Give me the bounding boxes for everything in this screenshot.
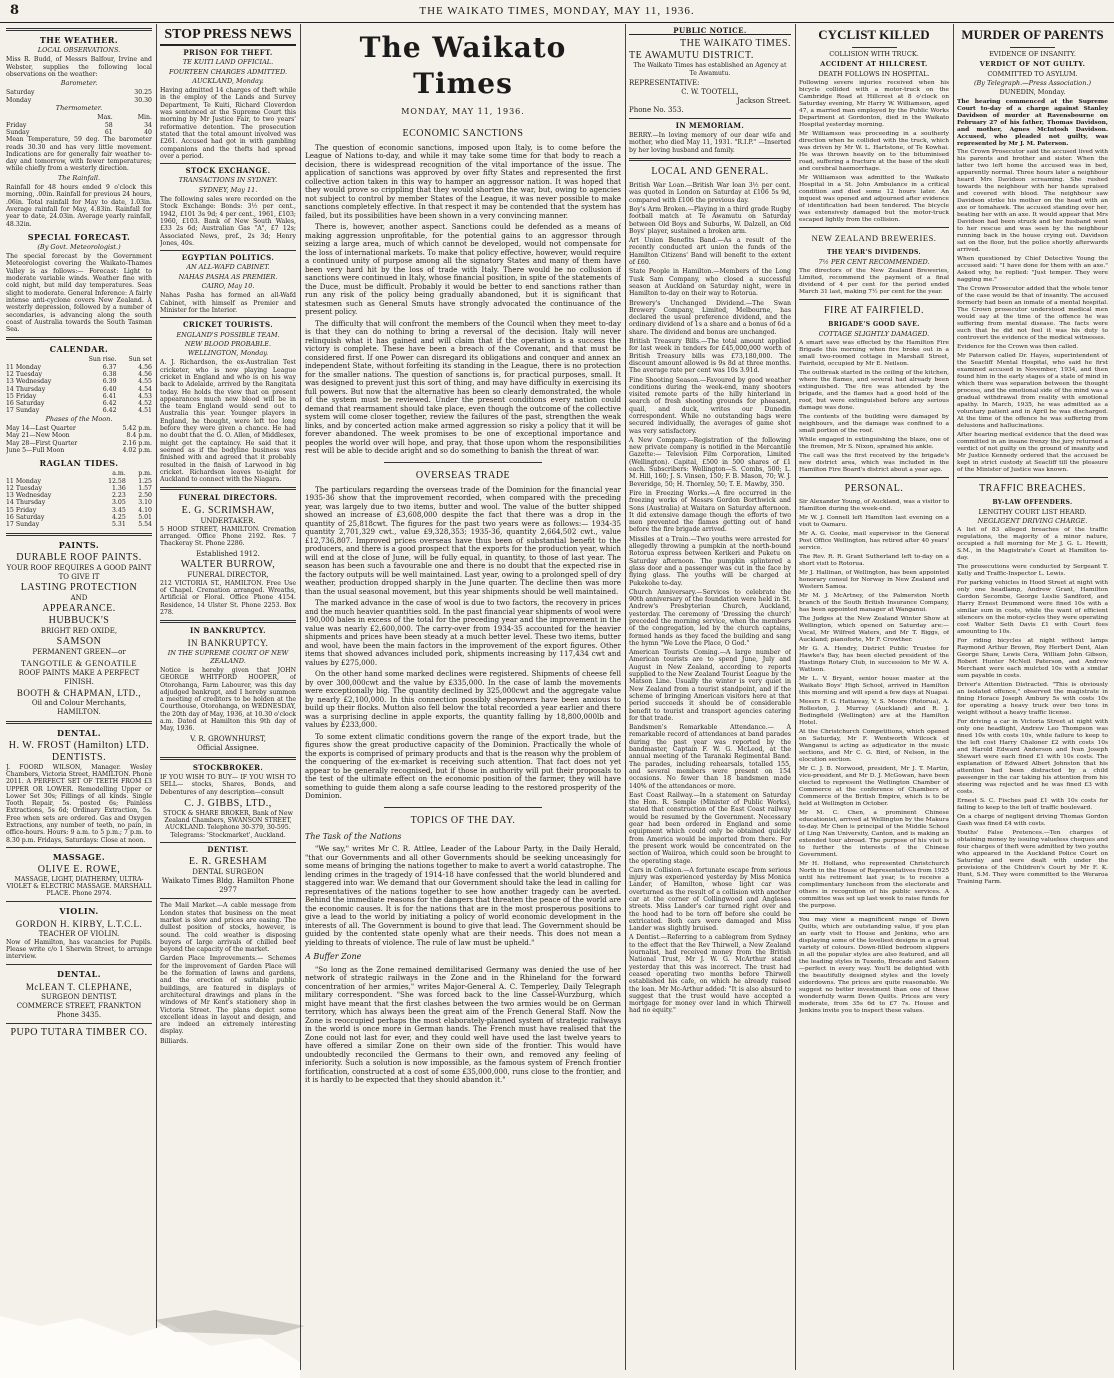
column-murder-final: MURDER OF PARENTS EVIDENCE OF INSANITY. VERDICT OF NOT GUILTY. COMMITTED TO ASYLUM. (By Telegraph.—Press Association.) DUNEDIN, Monday. The hearing commenced at the Supreme Court to-day of a charge against Stanley Davidson of murder at Ravensbourne on February 27 of his father, Thomas Davidson, and mother, Agnes McIntosh Davidson. Accused, who pleaded not guilty, was represented by Mr J. M. Paterson. The Crown Prosecutor said the accused lived with his parents and brother and sister. When the latter two left home the accused was in bed, apparently normal. Three hours later a neighbour heard Mrs Davidson screaming. She rushed towards the neighbour with her hands upraised and covered with blood. The neighbour saw Davidson strike his mother on the head with an axe or tomahawk. The accused standing over her, beating her with an axe. It would appear that Mrs Davidson had been struck and her husband went to her rescue and was seen by the neighbour running back in the house crying out. Davidson sat on the floor, but the police shortly afterwards arrived. When questioned by Chief Detective Young the accused said: "I have done for them with an axe." Asked why, he replied: "Just temper. They were nagging me." The Crown Prosecutor added that the whole tenor of the case would be that of insanity. The accused formerly had been an inmate of a mental hospital. The Crown prosecutor understood medical men would say at the time of the offence he was suffering from mental disease. The facts were such that he did not feel it was his duty to controvert the evidence of the medical witnesses. Evidence for the Crown was then called. Mr Paterson called Dr. Hayes, superintendent of the Seacliff Mental Hospital, who said he first examined accused in November, 1934, and then found him in the early stages of a state of mind in which there was separation between the thought process, and the emotional side of the mind was a gradual withdrawal from reality with emotional apathy. In March, 1935, he was admitted as a voluntary patient and in April he was discharged. At the time of the offence he was suffering from delusions and hallucinations. After hearing medical evidence that the deed was committed in an insane frenzy the jury returned a verdict of not guilty on the ground of insanity and Mr Justice Kennedy ordered that the accused be kept in strict custody at Seacliff till the pleasure of the Minister of Justice was known. TRAFFIC BREACHES. BY-LAW OFFENDERS. LENGTHY COURT LIST HEARD. NEGLIGENT DRIVING CHARGE. A list of 83 alleged breaches of the traffic regulations, the majority of a minor nature, occupied a full morning for Mr J. G. L. Hewitt, S.M., in the Magistrate's Court at Hamilton to-day. The prosecutions were conducted by Sergeant T. Kelly and Traffic-Inspector L. Lewis. For parking vehicles in Hood Street at night with only one headlamp, Andrew Grant, Hamilton Gordon Secombe, George Leslie Sandford, and Harry Ernest Drummond were fined 10s with a similar sum in costs, while the want of efficient silencers on the motor-cycles they were operating cost Walter Seth Davis £1 with Court fees amounting to 10s. For riding bicycles at night without lamps Raymond Arthur Brown, Roy Herbert Dent, Alan George Shaw, Lewis Cera, William John Gibson, Robert Hunter McNeil Paterson, and Andrew Merchant were each mulcted 10s with a similar sum payable in costs. Driver's Attention Distracted. "This is obviously an isolated offence," observed the magistrate in fining Horace Joseph Ambury 5s with costs 10s for operating a heavy truck over two tons in weight without a heavy traffic license. For driving a car in Victoria Street at night with only one headlight, Andrew Leo Thompson was fined 10s with costs 10s, while failure to keep to the left cost Harry Chaloner £2 with costs 10s and Harold Edward Anderson and Ivan Joseph Stewart were each fined £1 with 10s costs. The explanation of Edward Albert Johnston that his attention had been distracted by a child passenger in the car taking his attention from his steering was rejected and he was fined £3 with costs. Ernest S. C. Fisches paid £1 with 10s costs for failing to keep to the left of traffic boulevard. On a charge of negligent driving Thomas Gordon Gash was fined £4 with costs. Youths' False Pretences.—Ten charges of obtaining money by issuing valueless cheques and four charges of theft were admitted by two youths who appeared in the Auckland Police Court on Saturday and were dealt with under the provisions of the Children's Court by Mr F. K. Hunt, S.M. They were committed to the Weraroa Training Farm. — [957, 27, 1108, 885]
dental2-heading: DENTAL. — [57, 968, 101, 979]
kirby-text: Now of Hamilton, has vacancies for Pupils. Please write c/o 1 Sherwin Street, to arrange interview. — [6, 938, 152, 961]
murder-heading: MURDER OF PARENTS — [961, 27, 1104, 42]
dental-heading: DENTAL. — [57, 727, 101, 738]
forecast-text: The special forecast by the Government Meteorologist covering the Waikato-Thames Valley is as follows:— Forecast: Light to moderate variable winds. Weather fine with cold night, but mild day temperatures. Seas slight to moderate. General Inference: A fairly intense anti-cyclone covers New Zealand. A westerly depression, followed by a number of secondaries, is advancing along the south coast of Australia towards the South Tasman Sea. — [6, 253, 152, 334]
column-local-general: PUBLIC NOTICE. THE WAIKATO TIMES. TE AWAMUTU DISTRICT. The Waikato Times has established an Agency at Te Awamutu. REPRESENTATIVE: C. W. TOOTELL, Jackson Street. Phone No. 353. IN MEMORIAM. BERRY.—In loving memory of our dear wife and mother, who died May 11, 1931. "R.I.P." —Inserted by her loving husband and family. LOCAL AND GENERAL. British War Loan.—British War loan 3½ per cent. was quoted in London on Saturday at £106 5s 9d, compared with £106 the previous day. Boy's Arm Broken.—Playing in a third grade Rugby football match at Te Awamutu on Saturday between Old Boys and Suburbs, W. Dalzell, an Old Boys' player, sustained a broken arm. Art Union Benefits Band.—As a result of the recently conducted art union the funds of the Hamilton Citizens' Band will benefit to the extent of £60. State People in Hamilton.—Members of the Long Tusk Sam Company, who closed a successful season at Auckland on Saturday night, were in Hamilton to-day on their way to Rotorua. Brewery's Unchanged Dividend.—The Swan Brewery Company, Limited, Melbourne, has declared the usual preference dividend, and the ordinary dividend of 1s a share and a bonus of 6d a share. The dividend and bonus are unchanged. British Treasury Bills.—The total amount applied for last week in tenders for £45,000,000 worth of British Treasury bills was £73,180,000. The discount amount allowed is 9s 8d at three months. The average rate per cent was 10s 3.91d. Fine Shooting Season.—Favoured by good weather conditions during the week-end, many shooters visited remote parts of the hilly hinterland in search of fresh shooting grounds for pheasant, quail, and duck, writes our Dunedin correspondent. While no outstanding bags were secured individually, the averages of game shot was very satisfactory. A New Company.—Registration of the following new private company is notified in the Mercantile Gazette:— Television Film Corporation, Limited (Wellington). Capital, £500 in 500 shares of £1 each. Subscribers: Wellington—S. Combs, 500; L. M. Hill, 160; J. S. Vinsen, 150; F. B. Mason, 70; W. J. Beveridge, 50; H. Thornley, 50; T. E. Mawby, 350. Fire in Freezing Works.—A fire occurred in the freezing works of Messrs Gordon Borthwick and Sons (Australia) at Waitara on Saturday afternoon. It did extensive damage though the efforts of two men prevented the flames getting out of hand before the fire brigade arrived. Missiles at a Train.—Two youths were arrested for allegedly throwing a pumpkin at the north-bound Rotorua express between Kerikeri and Puketu on Saturday afternoon. The pumpkin splintered a glass door and a passenger was cut in the face by flying glass. The youths will be charged at Pukekohe to-day. Church Anniversary.—Services to celebrate the 90th anniversary of the foundation were held in St. Andrew's Presbyterian Church, Auckland, yesterday. The ceremony of 'Dressing the church' preceded the morning service, when the members of the congregation, led by the church captains, formed hands as they faced the building and sang the hymn "We Love the Place, O God." American Tourists Coming.—A large number of American tourists are to spend June, July and August in New Zealand, according to reports supplied to the New Zealand Tourist League by the Matson Line. Usually the winter is very quiet in New Zealand from a tourist standpoint, and if the scheme of bringing American visitors here at that period succeeds it should be of considerable benefit to tourist and transport agencies catering for that trade. Bandsmen's Remarkable Attendance.— A remarkable record of attendances at band parades during the past year was reported by the bandmaster, Captain F. W. G. McLeod, at the annual meeting of the Taranaki Regimental Band. The parades, including rehearsals, totalled 155, and several members were present on 154 occasions. No fewer than 18 bandsmen made 140% of the attendances or more. East Coast Railway.—In a statement on Saturday the Hon. R. Semple (Minister of Public Works), stated that construction of the East Coast railway would be resumed by the Government. Necessary gear had been ordered in England and some equipment which could only be obtained quickly from America would be imported from there. For the present work would be concentrated on the section of Waiiroa, which could soon be brought to the operating stage. Cars in Collision.—A fortunate escape from serious injury was experienced yesterday by Miss Monica Lander, of Hamilton, whose light car was overturned as the result of a collision with another car at the corner of Collingwood and Anglesea streets. Miss Lander's car turned right over and the hood had to be torn off before she could be extricated. Both cars were damaged and Miss Lander was slightly bruised. A Dentist.—Referring to a cablegram from Sydney to the effect that the Rev Thirwell, a New Zealand journalist, had received money from the British National Trust, Mr J. W. G. McArthur stated yesterday that this was incorrect. The trust had ceased operating two months before Thirwell established his cafe, on which he already raised the loan. Mr Mc-Arthur added: "It is also absurd to suggest that the trust would have accepted a mortgage for money over land in which Thirwell had no equity." — [629, 26, 791, 1015]
editorial-date: MONDAY, MAY 11, 1936. — [401, 107, 525, 116]
column-weather — [6, 24, 152, 1370]
bankruptcy-heading: IN BANKRUPTCY. — [189, 626, 267, 636]
public-notice-heading: PUBLIC NOTICE. — [629, 27, 791, 35]
mclean-title: SURGEON DENTIST. — [41, 992, 117, 1001]
breweries-heading: NEW ZEALAND BREWERIES. — [811, 233, 937, 243]
economic-heading: ECONOMIC SANCTIONS — [402, 127, 524, 139]
overseas-heading: OVERSEAS TRADE — [415, 469, 511, 481]
newspaper-title: The Waikato Times — [359, 31, 567, 100]
column-news: CYCLIST KILLED COLLISION WITH TRUCK. ACCIDENT AT HILLCREST. DEATH FOLLOWS IN HOSPITAL. Following severe injuries received when his bicycle collided with a motor-truck on the Cambridge Road at Hillcrest at 8 o'clock on Saturday evening, Mr Harry W. Williamson, aged 47, a married man employed by the Public Works Department at Gordonton, died in the Waikato Hospital yesterday morning. Mr Williamson was proceeding in a southerly direction when he collided with the truck, which was driven by Mr W. L. Hartstone, of Te Kowhai. He was thrown heavily on to the bituminised road, suffering a fracture at the base of the skull and cerebral haemorrhage. Mr Williamson was admitted to the Waikato Hospital in a St. John Ambulance in a critical condition and died some 12 hours later. An inquest was opened and adjourned after evidence of identification had been tendered. The bicycle was extensively damaged but the motor-truck escaped lightly from the collision. NEW ZEALAND BREWERIES. THE YEAR'S DIVIDENDS. 7½ PER CENT RECOMMENDED. The directors of the New Zealand Breweries, Limited, recommend the payment of a final dividend of 4 per cent for the period ended March 31 last, making 7½ per cent for the year. FIRE AT FAIRFIELD. BRIGADE'S GOOD SAVE. COTTAGE SLIGHTLY DAMAGED. A smart save was effected by the Hamilton Fire Brigade this morning when fire broke out in a small two-roomed cottage in Marshall Street, Fairfield, occupied by Mr E. Neilson. The outbreak started in the ceiling of the kitchen, where the flames, and several had already been extinguished. The fire was attended by the brigade, and the flames had a good hold of the roof, but were extinguished before any serious damage was done. The contents of the building were damaged by neighbours, and the damage was confined to a small portion of the roof. While engaged in extinguishing the blaze, one of the firemen, Mr S. Nixon, sprained his ankle. The call was the first received by the brigade's new district area, which was included in the Hamilton Fire Board's district about a year ago. PERSONAL. Sir Alexander Young, of Auckland, was a visitor to Hamilton during the week-end. Mr W. J. Connell left Hamilton last evening on a visit to Oamaru. Mr A. G. Cooke, mail supervisor in the General Post Office Wellington, has retired after 40 years' service. The Rev. R. R. Grant Sutherland left to-day on a short visit to Rotorua. Mr J. Hallinan, of Wellington, has been appointed honorary consul for Norway in New Zealand and Western Samoa. Mr M. J. McArtney, of the Palmerston North branch of the South British Insurance Company, has been appointed manager at Wanganui. The Judges at the New Zealand Winter Show at Wellington, which opened on Saturday are:—Vocal, Mr Wilfred Waters, and Mr T. Biggs, of Auckland; pianoforte, Mr F. Crowther. Mr G. A. Hendry, District Public Trustee for Hawke's Bay, has been elected president of the Hastings Rotary Club, in succession to Mr W. A. Wattson. Mr L. V. Bryant, senior house master at the Waikato Boys' High School, arrived in Hamilton this morning and will spend a few days at Nuapai. Messrs F. G. Hattaway, V. S. Moore (Rotorua), A. Rolleston, J. Murray (Auckland) and R. J. Bedingfield (Wellington) are at the Hamilton Hotel. At the Christchurch Competitions, which opened on Saturday, Mr F. Wentworth Wilcock of Wanganui is acting as adjudicator in the music sections, and Mr C. G. Bird, of Nelson, in the elocution section. Mr C. J. B. Norwood, president, Mr J. T. Martin, vice-president, and Mr D. J. McGowan, have been elected to represent the Wellington Chamber of Commerce at the conference of Chambers of Commerce of the British Empire, which is to be held at Wellington in October. Mr M. C. Chen, a prominent Chinese educationist, arrived at Wellington by the Makura to-day. Mr Chen is principal of the Middle School of Ling Nan University, Canton, and is making an extended tour abroad. The purpose of his visit is to further the interests of the Chinese Government. Mr H. Holland, who represented Christchurch North in the House of Representatives from 1925 until his retirement last year, is to receive a complimentary luncheon from the electorate and others in recognition of his public services. A committee was set up last week to raise funds for the purpose. You may view a magnificent range of Down Quilts, which are outstanding value, if you plan an early visit to House and Jenkins, who are displaying some of the loveliest designs in a great variety of colours. Down-filled bedroom slippers in all the popular styles are also featured, and all the leading styles in Tuxedo, Brocade and Sateen—perfect in every way. You'll be delighted with the beautifully designed styles and the lovely eiderdowns. The prices are quite reasonable. We suggest no better investment than one of these wonderfully warm Down Quilts. Prices are very moderate, from 35s 6d to £7 7s. House and Jenkins invite you to inspect these values. — [799, 27, 949, 1014]
prison-heading: PRISON FOR THEFT. — [183, 48, 273, 57]
barometer-heading: Barometer. — [60, 79, 98, 88]
stockbroker-heading: STOCKBROKER. — [192, 762, 264, 772]
column-rule — [625, 24, 626, 1370]
mclean-address: COMMERCE STREET, FRANKTON — [16, 1001, 142, 1010]
massage-heading: MASSAGE. — [52, 851, 106, 862]
dentist-heading: DENTIST. — [207, 845, 249, 855]
mail-market-text: The Mail Market.—A cable message from London states that business on the meat market is slow and prices are easing. The dullest position of stocks, however, is sound. The cold weather is disposing buyers of large arrivals of chilled beef beyond the capacity of the market. — [160, 902, 296, 954]
billiards-text: Billiards. — [160, 1037, 189, 1045]
moon-heading: Phases of the Moon. — [45, 414, 113, 423]
egypt-text: Nahas Pasha has formed an all-Wafd Cabinet, with himself as Premier and Minister for the Interior. — [160, 292, 296, 314]
mclean-phone: Phone 3435. — [56, 1010, 102, 1019]
column-editorial: The Waikato Times MONDAY, MAY 11, 1936. ECONOMIC SANCTIONS The question of economic sanctions, imposed upon Italy, is to come before the League of Nations to-day, and while it may take some time for that body to reach a decision, there is widespread recognition of the vital importance of the issue. The application of sanctions was approved by over fifty States and represented the first collective action taken in this way to hamper an aggressor nation. It was hoped that they would prove so crippling that they would shorten the war, but, owing to agencies not subject to control by member States of the League, it was never possible to make sanctions completely effective. In that respect it may be contended that the system has failed, but its possibilities have been shown in a very convincing manner. There is, however, another aspect. Sanctions could be defended as a means of making aggression unprofitable, for the potential gains to an aggressor through seizing a large area, much of which cannot be developed, would not compensate for the loss of international markets. To make that policy effective, however, would require a continued unity of purpose among all the signatory States and many of them have been very hard hit by the loss of trade with Italy. There would be no collusion if sanctions were continued in Italy, whose financial position, in spite of the statements of the Duce, must be difficult. Probably it would be better to end sanctions rather than run any risk of the policy being gradually abandoned, but it is significant that statesmen such as General Smuts have strongly advocated the continuance of the present policy. The difficulty that will confront the members of the Council when they meet to-day is that they can do nothing to bring a reversal of the decision. Italy will never relinquish what it has gained and will claim that if the operation is a success the victory is complete. These have been a breach of the Covenant, and that must be considered first. If one Power can disregard its obligations and conquer and annex an independent State, without forfeiting its standing in the League, there is no protection for the smaller nations. The question of sanctions is, for practical purposes, small. It was designed to prevent just this sort of thing, and may have difficulty in exercising its full powers. But now that the alternative has been so clearly demonstrated, the whole of the system must be reviewed. Under the present conditions every nation could demand that rearmament should take place, even though the outcome of the collective system will come closer together, review the failures of the past, strengthen the weak links, and by concerted action make armed aggression so risky a policy that it will be forever abandoned. The week promises to be one of exceptional importance and peoples the world over will hope, and pray, that those upon whom the responsibilities rest will be able to decide aright and so do something to banish the threat of war. OVERSEAS TRADE The particulars regarding the overseas trade of the Dominion for the financial year 1935-36 show that the improvement recorded, when compared with the preceding year, was largely due to two items, butter and wool. The value of the butter shipped showed an increase of £3,608,000 despite the fact that there was a drop in the quantity of 25,818cwt. The figures for the past two years were as follows:— 1934-35 quantity 2,701,329 cwt., value £9,328,353; 1935-36, quantity 2,664,502 cwt., value £12,736,807. Improved prices overseas have thus been of substantial benefit to the producers, and there is a good prospect that the exports for the production year, which will end at the close of June, will be fully equal, in quantity, to those of last year. The season has been such a favourable one and there is no doubt that the expected rise in the factory outputs will be well maintained. Last year, owing to a prolonged spell of dry weather, production dropped sharply in the June quarter. The decline then was more than the usual seasonal movement, but this year shipments should be well maintained. The marked advance in the case of wool is due to two factors, the recovery in prices and the much heavier quantities sold. In the past financial year shipments of wool were 190,000 bales in excess of the total for the preceding year and the improvement in the value was nearly £2,600,000. The carry-over from 1934-35 accounted for the heavier shipments and prices have been steady at a much better level. These two items, butter and wool, have been the main factors in the improvement of the export figures. Other items that showed advances included pork, shipments increasing by 117,434 cwt and values by £275,000. On the other hand some marked declines were registered. Shipments of cheese fell by over 300,000cwt and the value by £335,000. In the case of lamb the movements were exceptionally big. The quantity declined by 325,000cwt and the aggregate value by nearly £2,100,000. In this connection possibly shepowners have been anxious to build up their flocks. Mutton also fell below the total recorded a year earlier and there was a surprising decline in apple exports, the quantity falling by 18,800,000lb and values by £233,000. To some extent climatic conditions govern the range of the export trade, but the figures show the great productive capacity of the Dominion. Practically the whole of the exports is comprised of primary products and that is the reason why the problem of the conquering of the ex-market is receiving such attention. That fact does not yet appear to be generally recognised, but if those in authority will put their proposals to the test of the ultimate effect on the economic position of the farmer, they will have something to guide them along a safe course leading to the restored prosperity of the Dominion. TOPICS OF THE DAY. The Task of the Nations "We say," writes Mr C. R. Attlee, Leader of the Labour Party, in the Daily Herald, "that our Governments and all other Governments should be seeking unceasingly for some means of bringing the nations together to make to avert a world catastrophe. The lending crimes in the tragedy of 1914-18 have confessed that the world blundered and staggered into war. We demand that our Government should take the lead in calling for representatives of the nations together to see how another tragedy can be averted. Behind the immediate reasons for the dangers that threaten the peace of the world are the economic causes. It is for the nations that are in the most prosperous positions to give a lead to the world by initiating a policy of world economic development in the interests of all. The Government is bound to give that lead. The Government should be guided by the contented state openly what are their needs. This does not mean a yielding to threats of violence. The rule of law must be upheld." A Buffer Zone "So long as the Zone remained demilitarised Germany was denied the use of her network of strategic railways in the Zone and in the Rhineland for the forward concentration of her armies," writes Major-General A. C. Temperley, Daily Telegraph military correspondent. "She was forced back to the line Cassel-Wurzburg, which might have meant that the first clashes between the two armies would be on German territory, which has always been the great aim of the French General Staff. Now the Zone is reoccupied perhaps the most elaborately-planned system of strategic railways in the world is once more in German hands. The French must have realised that the Zone could not last for ever, and they could well have used the last twelve years to have offered a similar Zone on their own side of the frontier. This would have undoubtedly reconciled the Germans to their own, and removed any feeling of inferiority. Such a solution is now impossible, as the famous system of French frontier fortification, constructed at a cost of some £35,000,000, runs close to the frontier, and it is hardly to be expected that they should abandon it." — [305, 31, 621, 1084]
fire-heading: FIRE AT FAIRFIELD. — [823, 305, 925, 316]
thermometer-table: Max. Min. Friday 58 34 Sunday 61 40 — [6, 114, 152, 136]
traffic-heading: TRAFFIC BREACHES. — [979, 483, 1086, 494]
moon-table: May 14—Last Quarter 5.42 p.m. May 21—New Moon 8.4 p.m. May 28—First Quarter 2.16 p.m. June 5—Full Moon 4.02 p.m. — [6, 425, 152, 454]
prison-text: Having admitted 14 charges of theft while in the employ of the Lands and Survey Department, Te Kuiti, Richard Cloverdon was sentenced at the Supreme Court this morning by Mr Justice Fair, to two years' reformative detention. The prosecution stated that the total amount involved was £261. Accused had got in with gambling companions and the thefts had spread over a period. — [160, 87, 296, 160]
mclean-name: McLEAN T. CLEPHANE, — [25, 981, 133, 992]
quilts-advert: You may view a magnificent range of Down Quilts, which are outstanding value, if you plan an early visit to House and Jenkins, who are displaying some of the loveliest designs in a great variety of colours. Down-filled bedroom slippers in all the popular styles are also featured, and all the leading styles in Tuxedo, Brocade and Sateen—perfect in every way. You'll be delighted with the beautifully designed styles and the lovely eiderdowns. The prices are quite reasonable. We suggest no better investment than one of these wonderfully warm Down Quilts. Prices are very moderate, from 35s 6d to £7 7s. House and Jenkins invite you to inspect these values. — [799, 917, 949, 1014]
egypt-heading: EGYPTIAN POLITICS. — [181, 253, 275, 263]
barometer-table: Saturday 30.25 Monday 30.30 — [6, 89, 152, 104]
bankruptcy-text: Notice is hereby given that JOHN GEORGE WHITFORD HOOPER, of Otorohanga, Farm Labourer, was this day adjudged bankrupt, and I hereby summon a meeting of creditors to be holden at the Courthouse, Otorohanga, on WEDNESDAY, the 20th day of May, 1936, at 10.30 o'clock a.m. Dated at Hamilton this 9th day of May, 1936. — [160, 667, 296, 733]
burrow-text: 212 VICTORIA ST., HAMILTON. Free Use of Chapel. Cremation arranged. Wreaths, Artificial or Floral. Office Phone 4154. Residence, 14 Ulster St. Phone 2253. Box 278. — [160, 579, 296, 616]
gresham-name: E. R. GRESHAM — [188, 856, 268, 868]
scrimshaw-name: E. G. SCRIMSHAW, — [181, 504, 275, 516]
topic-buffer-zone: A Buffer Zone — [305, 952, 362, 961]
violin-heading: VIOLIN. — [59, 905, 99, 916]
column-rule — [795, 24, 796, 1370]
column-rule — [300, 24, 301, 1370]
cricket-text: A. J. Richardson, the ex-Australian Test cricketer, who is now playing League cricket in England and who is on his way back to Adelaide, arrived by the Rangitata today. He holds the view that on present appearances much new blood will be in the team England would send out to Australia this year. Younger players in England, he thought, were left too long before they were given a chance. He had no doubt that the G. O. Allen, of Middlesex, might get the captaincy. He said that it seemed as if the bodyline business was finished with and agreed that it probably resulted in the finish of Larwood in big cricket. Richardson leaves to-night for Auckland to connect with the Niagara. — [160, 359, 296, 484]
frost-text: J. FOORD WILSON, Manager. Wesley Chambers, Victoria Street, HAMILTON. Phone 2011. A PERFECT SET OF TEETH FROM £3 UPPER OR LOWER. Remodelling Upper or Lower Set 30s; Fillings of all kinds. Single Tooth Repair, 5s. posted 6s; Painless Extractions, 5s 6d; Ordinary Extraction, 5s. Free when sets are ordered. Gas and Oxygen Extractions, any number of teeth, no pain, in office-hours. Hours: 9 a.m. to 5 p.m.; 7 p.m. to 8.30 p.m. Fridays, Saturdays: Close at noon. — [6, 763, 152, 844]
kirby-title: TEACHER OF VIOLIN. — [38, 929, 120, 938]
forecast-sub: (By Govt. Meteorologist.) — [37, 242, 121, 251]
paints-heading: PAINTS. — [58, 539, 100, 550]
topics-heading: TOPICS OF THE DAY. — [410, 814, 516, 826]
raglan-heading: RAGLAN TIDES. — [39, 458, 119, 469]
rainfall-heading: The Rainfall. — [57, 173, 101, 182]
memoriam-text: BERRY.—In loving memory of our dear wife and mother, who died May 11, 1931. "R.I.P." —Inserted by her loving husband and family. — [629, 132, 791, 154]
local-general-heading: LOCAL AND GENERAL. — [651, 166, 769, 178]
page-number: 8 — [10, 3, 21, 18]
stock-heading: STOCK EXCHANGE. — [185, 166, 271, 176]
paint-advertisement: DURABLE ROOF PAINTS. YOUR ROOF REQUIRES A GOOD PAINT TO GIVE IT LASTING PROTECTION AND APPEARANCE. HUBBUCK'S BRIGHT RED OXIDE, SAMSON PERMANENT GREEN—or TANGOTILE & GENOATILE ROOF PAINTS MAKE A PERFECT FINISH. BOOTH & CHAPMAN, LTD., Oil and Colour Merchants, HAMILTON. — [6, 551, 152, 716]
personal-heading: PERSONAL. — [844, 483, 904, 494]
calendar-table: Sun rise. Sun set 11 Monday 6.37 4.56 12 Tuesday 6.38 4.56 13 Wednesday 6.39 4.55 14 Thursday 6.40 4.54 15 Friday 6.41 4.53 16 Saturday 6.42 4.52 17 Sunday 6.42 4.51 — [6, 356, 152, 415]
rowe-name: OLIVE E. ROWE, — [37, 863, 121, 875]
stock-text: The following sales were recorded on the Stock Exchange: Bonds: 3½ per cent., 1942, £101 3s 9d; 4 per cent., 1961, £103; 1960, £103. Bank of New South Wales, £33 2s 6d; Australian Gas "A", £7 12s; Associated News, pref., 2s 3d; Henry Jones, 40s. — [160, 196, 296, 247]
garden-place-text: Garden Place Improvements.— Schemes for the improvement of Garden Place will be the formation of lawns and gardens, and the erection of suitable public buildings, are featured in displays of architectural drawings and plans in the windows of Mr Kent's stationery shop in Victoria Street. The plans depict some excellent ideas in layout and design, and are indeed an extremely interesting display. — [160, 955, 296, 1036]
torn-advert: PUPO TUTARA TIMBER CO. — [10, 1026, 148, 1038]
rowe-text: MASSAGE, LIGHT, DIATHERMY, ULTRA-VIOLET & ELECTRIC MASSAGE. MARSHALL PLACE. Phone 2974. — [6, 875, 152, 898]
raglan-table: a.m. p.m. 11 Monday 12.58 1.25 12 Tuesday 1.36 1.57 13 Wednesday 2.23 2.50 14 Thursday 3.05 3.10 15 Friday 3.45 4.10 16 Saturday 4.25 5.01 17 Sunday 5.31 5.54 — [6, 470, 152, 529]
funeral-heading: FUNERAL DIRECTORS. — [178, 493, 278, 503]
forecast-heading: SPECIAL FORECAST. — [27, 231, 131, 242]
cricket-heading: CRICKET TOURISTS. — [182, 320, 274, 330]
column-rule — [953, 24, 954, 1370]
stop-press-heading: STOP PRESS NEWS — [160, 26, 296, 46]
gibbs-name: C. J. GIBBS, LTD., — [184, 797, 272, 809]
topic-nations: The Task of the Nations — [305, 831, 402, 841]
weather-heading: THE WEATHER. — [39, 35, 119, 45]
frost-title: DENTISTS. — [51, 751, 107, 763]
kirby-name: GORDON H. KIRBY, L.T.C.L. — [15, 918, 143, 929]
frost-name: H. W. FROST (Hamilton) LTD. — [8, 739, 150, 751]
burrow-name: WALTER BURROW, — [180, 558, 276, 570]
rainfall-text: Rainfall for 48 hours ended 9 o'clock this morning, .00in. Rainfall for previous 24 hours, .06in. Total rainfall for May to date, 1.03in. Average rainfall for May, 4.83in. Rainfall for year to date, 24.03in. Average yearly rainfall, 48.32in. — [6, 184, 152, 228]
cyclist-heading: CYCLIST KILLED — [818, 27, 930, 42]
page-masthead — [0, 0, 1114, 23]
calendar-heading: CALENDAR. — [49, 344, 109, 355]
observations-text: Miss R. Budd, of Messrs Balfour, Irvine and Webster, supplies the following local observations on the weather: — [6, 56, 152, 78]
memoriam-heading: IN MEMORIAM. — [675, 120, 745, 130]
column-stop-press: STOP PRESS NEWS PRISON FOR THEFT. TE KUITI LAND OFFICIAL. FOURTEEN CHARGES ADMITTED. AUCKLAND, Monday. Having admitted 14 charges of theft while in the employ of the Lands and Survey Department, Te Kuiti, Richard Cloverdon was sentenced at the Supreme Court this morning by Mr Justice Fair, to two years' reformative detention. The prosecution stated that the total amount involved was £261. Accused had got in with gambling companions and the thefts had spread over a period. STOCK EXCHANGE. TRANSACTIONS IN SYDNEY. SYDNEY, May 11. The following sales were recorded on the Stock Exchange: Bonds: 3½ per cent., 1942, £101 3s 9d; 4 per cent., 1961, £103; 1960, £103. Bank of New South Wales, £33 2s 6d; Australian Gas "A", £7 12s; Associated News, pref., 2s 3d; Henry Jones, 40s. EGYPTIAN POLITICS. AN ALL-WAFD CABINET. NAHAS PASHA AS PREMIER. CAIRO, May 10. Nahas Pasha has formed an all-Wafd Cabinet, with himself as Premier and Minister for the Interior. CRICKET TOURISTS. ENGLAND'S POSSIBLE TEAM. NEW BLOOD PROBABLE. WELLINGTON, Monday. A. J. Richardson, the ex-Australian Test cricketer, who is now playing League cricket in England and who is on his way back to Adelaide, arrived by the Rangitata today. He holds the view that on present appearances much new blood will be in the team England would send out to Australia this year. Younger players in England, he thought, were left too long before they were given a chance. He had no doubt that the G. O. Allen, of Middlesex, might get the captaincy. He said that it seemed as if the bodyline business was finished with and agreed that it probably resulted in the finish of Larwood in big cricket. Richardson leaves to-night for Auckland to connect with the Niagara. FUNERAL DIRECTORS. E. G. SCRIMSHAW, UNDERTAKER. 5 HOOD STREET, HAMILTON. Cremation arranged. Office Phone 2192. Res. 7 Thackeray St. Phone 2286. Established 1912. WALTER BURROW, FUNERAL DIRECTOR, 212 VICTORIA ST., HAMILTON. Free Use of Chapel. Cremation arranged. Wreaths, Artificial or Floral. Office Phone 4154. Residence, 14 Ulster St. Phone 2253. Box 278. IN BANKRUPTCY. IN BANKRUPTCY. IN THE SUPREME COURT OF NEW ZEALAND. Notice is hereby given that JOHN GEORGE WHITFORD HOOPER, of Otorohanga, Farm Labourer, was this day adjudged bankrupt, and I hereby summon a meeting of creditors to be holden at the Courthouse, Otorohanga, on WEDNESDAY, the 20th day of May, 1936, at 10.30 o'clock a.m. Dated at Hamilton this 9th day of May, 1936. V. R. GROWNHURST, Official Assignee. STOCKBROKER. IF YOU WISH TO BUY— IF YOU WISH TO SELL— stocks, Shares, Bonds, and Debentures of any description—consult C. J. GIBBS, LTD., STOCK & SHARE BROKER, Bank of New Zealand Chambers, SWANSON STREET, AUCKLAND. Telephone 30-379, 30-595. Telegrams: 'Stockmarket', Auckland. DENTIST. E. R. GRESHAM DENTAL SURGEON Waikato Times Bldg. Hamilton Phone 2977 The Mail Market.—A cable message from London states that business on the meat market is slow and prices are easing. The dullest position of stocks, however, is sound. The cold weather is disposing buyers of large arrivals of chilled beef beyond the capacity of the market. Garden Place Improvements.— Schemes for the improvement of Garden Place will be the formation of lawns and gardens, and the erection of suitable public buildings, are featured in displays of architectural drawings and plans in the windows of Mr Kent's stationery shop in Victoria Street. The plans depict some excellent ideas in layout and design, and are indeed an extremely interesting display. Billiards. — [160, 27, 296, 1045]
local-observations: LOCAL OBSERVATIONS. — [37, 46, 121, 54]
column-rule — [156, 24, 157, 1370]
masthead-title: THE WAIKATO TIMES, MONDAY, MAY 11, 1936. — [419, 5, 695, 17]
thermometer-heading: Thermometer. — [55, 104, 103, 113]
scrimshaw-text: 5 HOOD STREET, HAMILTON. Cremation arranged. Office Phone 2192. Res. 7 Thackeray St. Phone 2286. — [160, 525, 296, 548]
weather-text: Mean Temperature, 59 deg. The barometer reads 30.30 and has very little movement. Indications are for generally fair weather to-day and tomorrow, with fewer temperatures; while chiefly from a westerly direction. — [6, 136, 152, 173]
